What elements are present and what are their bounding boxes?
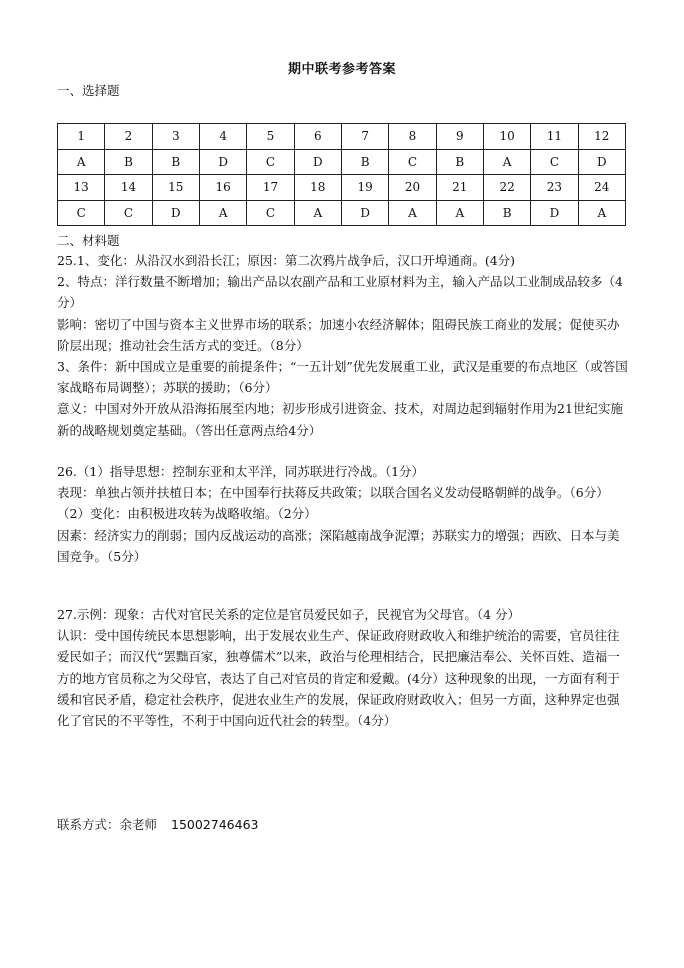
answer-cell: D [341, 200, 388, 226]
answer-cell: D [199, 149, 246, 175]
answer-cell: A [483, 149, 530, 175]
question-number-cell: 3 [152, 124, 199, 150]
answer-cell: A [436, 200, 483, 226]
section-heading-multiple-choice: 一、选择题 [57, 83, 120, 98]
question-number-cell: 16 [199, 175, 246, 201]
answer-cell: B [483, 200, 530, 226]
q25-part1: 25.1、变化：从沿汉水到沿长江；原因：第二次鸦片战争后，汉口开埠通商。(4分) [57, 253, 516, 268]
answer-cell: B [341, 149, 388, 175]
answer-table-number-row [58, 175, 626, 201]
question-number-cell: 22 [483, 175, 530, 201]
answer-table [57, 123, 626, 226]
question-number-cell: 5 [247, 124, 294, 150]
answer-table-number-row [58, 124, 626, 150]
question-number-cell: 15 [152, 175, 199, 201]
question-number-cell: 9 [436, 124, 483, 150]
question-number-cell: 12 [578, 124, 625, 150]
contact-info [57, 815, 259, 833]
answer-cell: C [105, 200, 152, 226]
question-number-cell: 17 [247, 175, 294, 201]
q27-phenomenon: 27.示例：现象：古代对官民关系的定位是官员爱民如子，民视官为父母官。（4 分） [57, 607, 521, 622]
question-number-cell: 23 [531, 175, 578, 201]
q26-part1-guiding-idea: 26.（1）指导思想：控制东亚和太平洋，同苏联进行冷战。（1分） [57, 464, 425, 479]
answer-cell: D [294, 149, 341, 175]
answer-cell: D [152, 200, 199, 226]
question-number-cell: 7 [341, 124, 388, 150]
answer-table-answer-row [58, 200, 626, 226]
question-number-cell: 18 [294, 175, 341, 201]
question-number-cell: 14 [105, 175, 152, 201]
answer-cell: D [531, 200, 578, 226]
question-25-answer [57, 250, 629, 441]
answer-table-answer-row [58, 149, 626, 175]
contact-phone: 15002746463 [171, 817, 259, 832]
answer-cell: A [578, 200, 625, 226]
question-number-cell: 1 [58, 124, 105, 150]
q26-part2-change: （2）变化：由积极进攻转为战略收缩。（2分） [57, 506, 317, 522]
question-number-cell: 13 [58, 175, 105, 201]
answer-cell: D [578, 149, 625, 175]
contact-label: 联系方式：余老师 [57, 817, 158, 832]
question-number-cell: 19 [341, 175, 388, 201]
answer-cell: C [247, 149, 294, 175]
q27-understanding: 认识：受中国传统民本思想影响，出于发展农业生产、保证政府财政收入和维护统治的需要，官员往往爱民如子；而汉代“罢黜百家，独尊儒术”以来，政治与伦理相结合，民把廉洁奉公、关怀百姓、造福一方的地方官员称之为父母官，表达了自己对官员的肯定和爱戴。(4分）这种现象的出现，一方面有利于缓和官民矛盾，稳定社会秩序，促进农业生产的发展，保证政府财政收入；但另一方面，这种界定也强化了官民的不平等性，不利于中国向近代社会的转型。（4分） [57, 628, 620, 729]
page-title: 期中联考参考答案 [287, 62, 396, 77]
question-number-cell: 24 [578, 175, 625, 201]
question-number-cell: 8 [389, 124, 436, 150]
q26-part1-manifestation: 表现：单独占领并扶植日本；在中国奉行扶蒋反共政策；以联合国名义发动侵略朝鲜的战争。（6分） [57, 485, 609, 501]
question-number-cell: 10 [483, 124, 530, 150]
answer-cell: B [436, 149, 483, 175]
question-26-answer [57, 461, 629, 567]
answer-cell: B [152, 149, 199, 175]
question-number-cell: 6 [294, 124, 341, 150]
q25-part2-impact: 影响：密切了中国与资本主义世界市场的联系；加速小农经济解体；阻碍民族工商业的发展；促使买办阶层出现；推动社会生活方式的变迁。（8分） [57, 316, 620, 353]
answer-cell: A [58, 149, 105, 175]
answer-cell: A [294, 200, 341, 226]
answer-cell: C [247, 200, 294, 226]
q25-part2-features: 2、特点：洋行数量不断增加；输出产品以农副产品和工业原材料为主，输入产品以工业制成品较多（4分） [57, 274, 623, 311]
question-number-cell: 21 [436, 175, 483, 201]
question-number-cell: 4 [199, 124, 246, 150]
section-heading-material-questions: 二、材料题 [57, 233, 120, 248]
question-number-cell: 2 [105, 124, 152, 150]
question-27-answer [57, 604, 629, 731]
answer-cell: C [58, 200, 105, 226]
answer-cell: A [389, 200, 436, 226]
q25-part3-significance: 意义：中国对外开放从沿海拓展至内地；初步形成引进资金、技术，对周边起到辐射作用为21世纪实施新的战略规划奠定基础。（答出任意两点给4分） [57, 401, 623, 438]
question-number-cell: 11 [531, 124, 578, 150]
answer-cell: C [531, 149, 578, 175]
question-number-cell: 20 [389, 175, 436, 201]
answer-cell: B [105, 149, 152, 175]
q25-part3-conditions: 3、条件：新中国成立是重要的前提条件；“一五计划”优先发展重工业，武汉是重要的布点地区（或答国家战略布局调整）；苏联的援助；（6分） [57, 359, 628, 396]
q26-part2-factors: 因素：经济实力的削弱；国内反战运动的高涨；深陷越南战争泥潭；苏联实力的增强；西欧、日本与美国竞争。（5分） [57, 527, 620, 564]
answer-cell: C [389, 149, 436, 175]
answer-cell: A [199, 200, 246, 226]
